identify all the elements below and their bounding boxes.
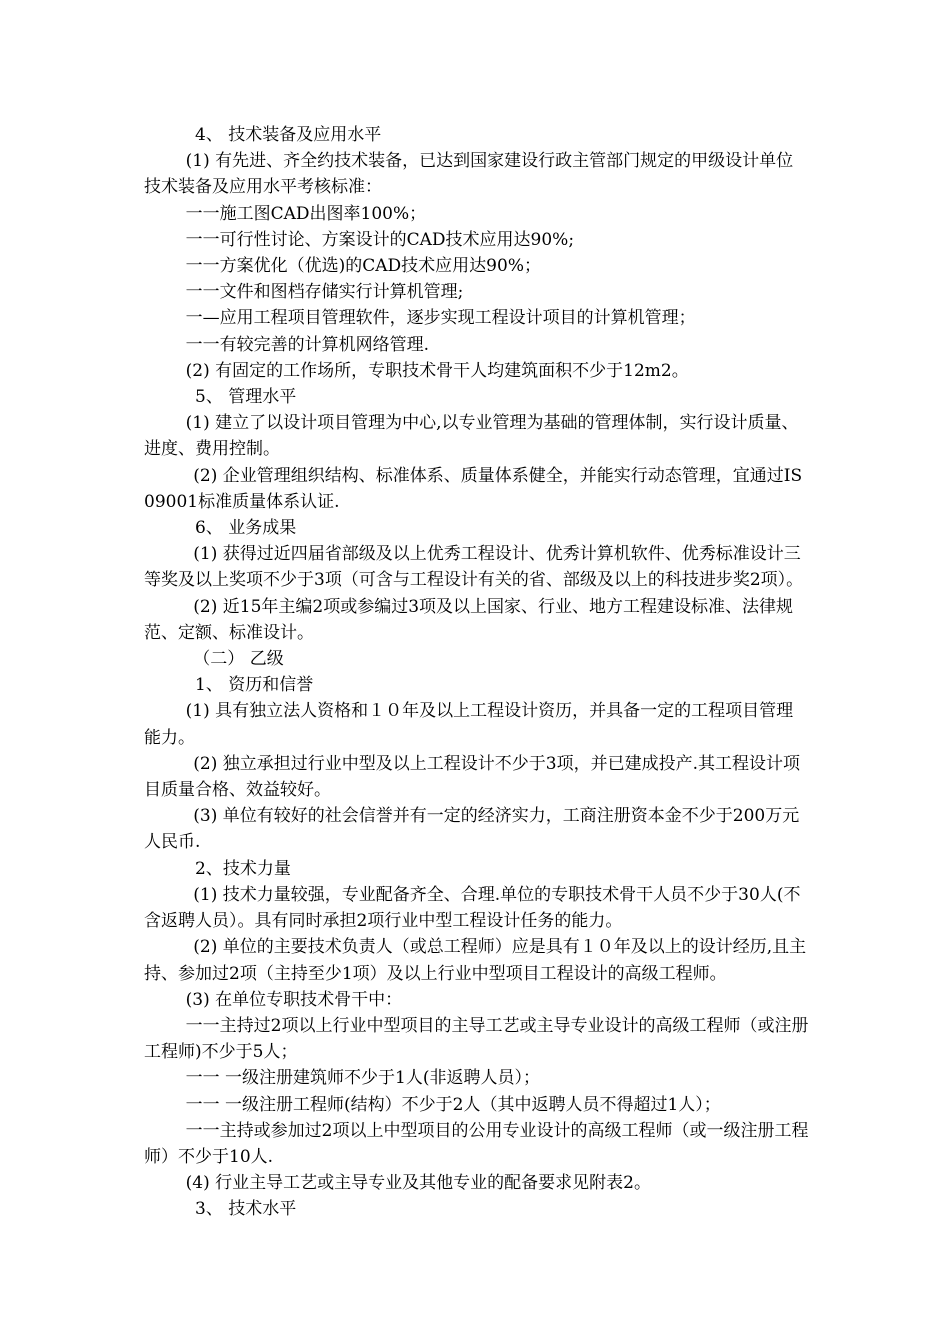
paragraph: 一—应用工程项目管理软件，逐步实现工程设计项目的计算机管理；: [185, 308, 696, 329]
paragraph: 6、 业务成果: [195, 518, 297, 539]
paragraph: 一一方案优化（优选)的CAD技术应用达90%；: [185, 256, 541, 277]
paragraph: 5、 管理水平: [195, 387, 297, 408]
paragraph: (1) 具有独立法人资格和１０年及以上工程设计资历，并具备一定的工程项目管理能力。: [144, 701, 794, 748]
paragraph: (1) 有先进、齐全约技术装备，已达到国家建设行政主管部门规定的甲级设计单位技术装备及应用水平考核标准：: [144, 151, 794, 198]
paragraph: (4) 行业主导工艺或主导专业及其他专业的配备要求见附表2。: [185, 1173, 651, 1194]
paragraph: 一一 一级注册建筑师不少于1人(非返聘人员）；: [185, 1068, 540, 1089]
paragraph: 一一 一级注册工程师(结构）不少于2人（其中返聘人员不得超过1人）；: [185, 1094, 721, 1115]
paragraph: (1) 技术力量较强，专业配备齐全、合理.单位的专职技术骨干人员不少于30人(不含返聘人员）。具有同时承担2项行业中型工程设计任务的能力。: [144, 884, 801, 932]
paragraph: (1) 建立了以设计项目管理为中心,以专业管理为基础的管理体制，实行设计质量、进度、费用控制。: [144, 413, 799, 460]
document-page: [144, 122, 810, 1223]
paragraph: (1) 获得过近四届省部级及以上优秀工程设计、优秀计算机软件、优秀标准设计三等奖及以上奖项不少于3项（可含与工程设计有关的省、部级及以上的科技进步奖2项）。: [144, 544, 804, 591]
paragraph: （二） 乙级: [193, 649, 284, 670]
paragraph: 4、 技术装备及应用水平: [195, 125, 382, 145]
paragraph: (2) 近15年主编2项或参编过3项及以上国家、行业、地方工程建设标准、法律规范、定额、标准设计。: [144, 596, 794, 643]
paragraph: 3、 技术水平: [195, 1199, 297, 1220]
paragraph: 2、技术力量: [195, 858, 291, 879]
paragraph: 一一可行性讨论、方案设计的CAD技术应用达90%;: [185, 229, 575, 250]
paragraph: (2) 独立承担过行业中型及以上工程设计不少于3项，并已建成投产.其工程设计项目质量合格、效益较好。: [144, 753, 800, 801]
paragraph: (3) 在单位专职技术骨干中：: [185, 989, 403, 1010]
paragraph: (3) 单位有较好的社会信誉并有一定的经济实力，工商注册资本金不少于200万元人民币.: [144, 806, 800, 853]
paragraph: 一一主持过2项以上行业中型项目的主导工艺或主导专业设计的高级工程师（或注册工程师)不少于5人；: [144, 1015, 809, 1063]
paragraph: 一一文件和图档存储实行计算机管理;: [185, 282, 464, 303]
paragraph: 1、 资历和信誉: [195, 675, 314, 696]
paragraph: 一一主持或参加过2项以上中型项目的公用专业设计的高级工程师（或一级注册工程师）不少于10人.: [144, 1120, 809, 1167]
paragraph: (2) 单位的主要技术负责人（或总工程师）应是具有１０年及以上的设计经历,且主持、参加过2项（主持至少1项）及以上行业中型项目工程设计的高级工程师。: [144, 937, 807, 984]
paragraph: (2) 有固定的工作场所，专职技术骨干人均建筑面积不少于12m2。: [185, 360, 689, 381]
paragraph: 一一有较完善的计算机网络管理.: [185, 334, 430, 355]
paragraph: (2) 企业管理组织结构、标准体系、质量体系健全，并能实行动态管理，宜通过IS09001标准质量体系认证.: [144, 465, 803, 512]
paragraph: 一一施工图CAD出图率100%；: [185, 203, 427, 224]
